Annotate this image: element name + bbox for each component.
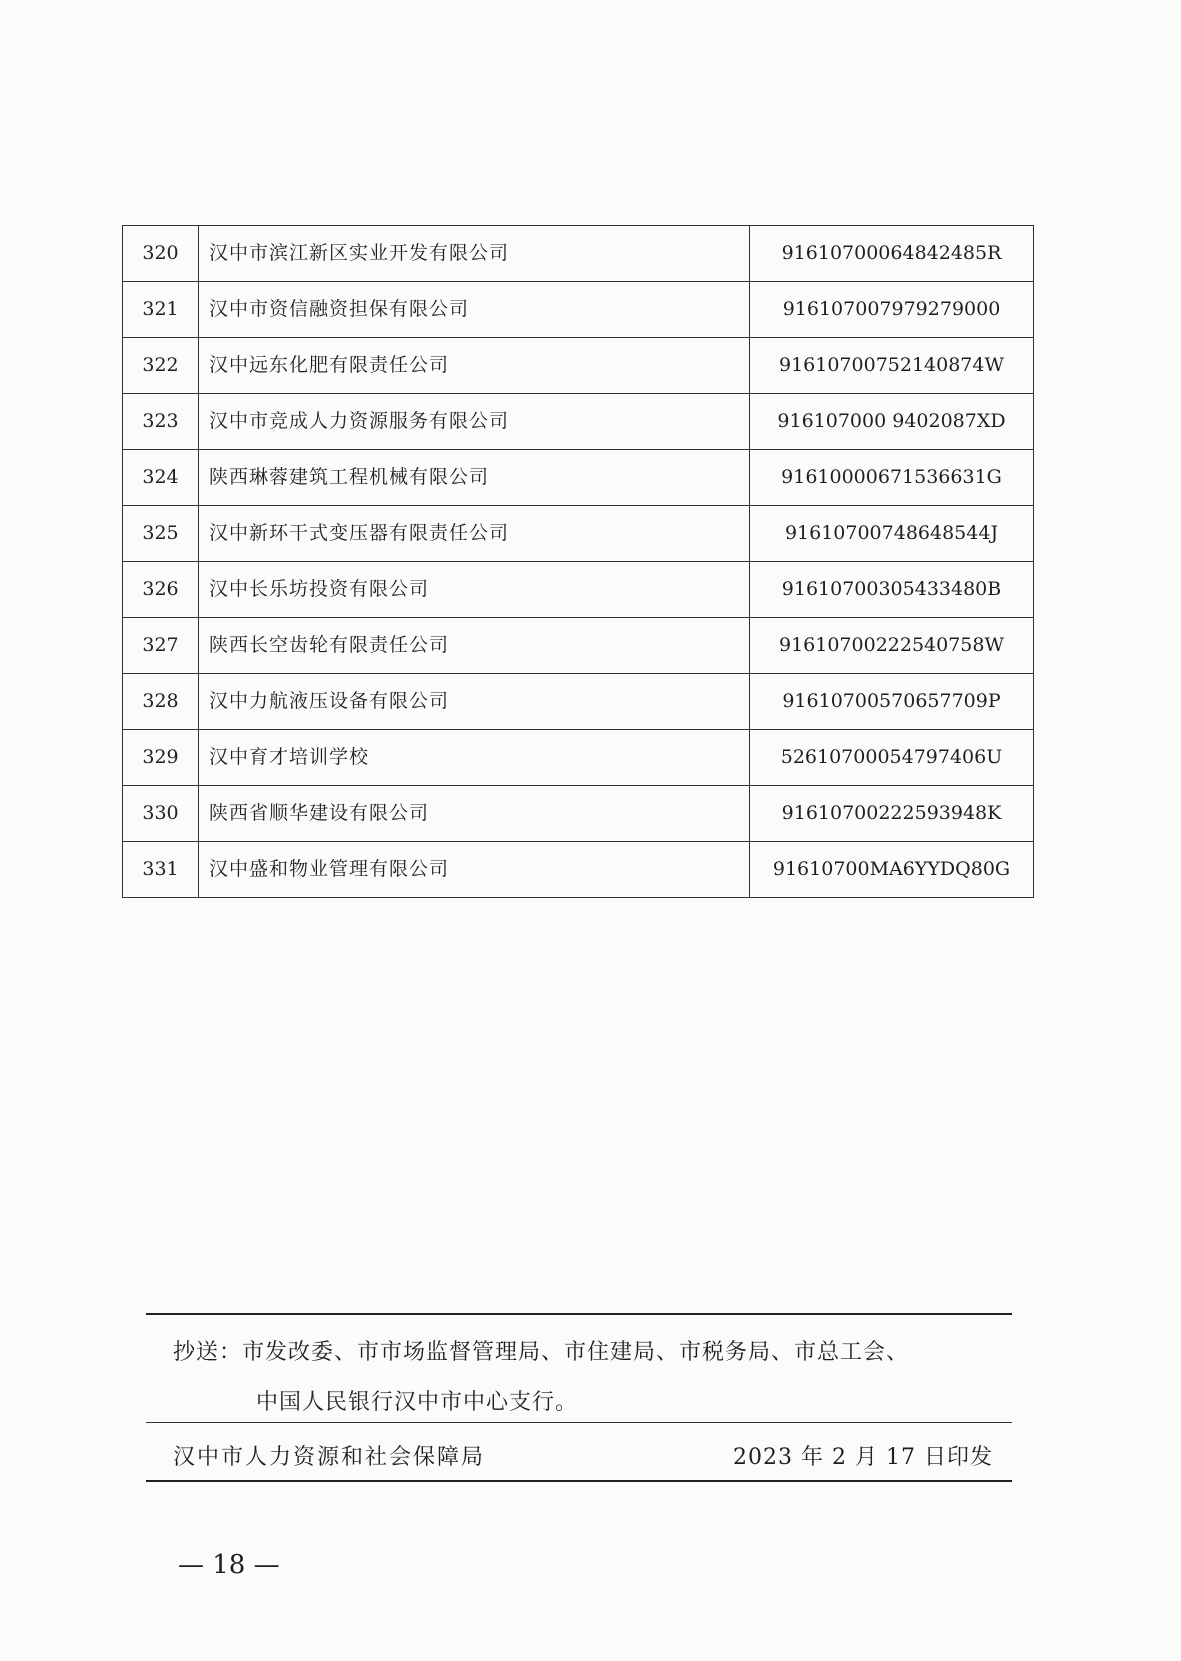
- credit-code: 916107000 9402087XD: [750, 394, 1034, 450]
- table-row: [123, 562, 1034, 618]
- row-number: 323: [123, 394, 199, 450]
- company-name: 陕西省顺华建设有限公司: [199, 786, 750, 842]
- company-name: 汉中市滨江新区实业开发有限公司: [199, 226, 750, 282]
- row-number: 331: [123, 842, 199, 898]
- company-name: 陕西琳蓉建筑工程机械有限公司: [199, 450, 750, 506]
- table-row: [123, 226, 1034, 282]
- row-number: 330: [123, 786, 199, 842]
- company-name: 汉中长乐坊投资有限公司: [199, 562, 750, 618]
- cc-recipients-line-1: 抄送：市发改委、市市场监督管理局、市住建局、市税务局、市总工会、: [173, 1340, 910, 1365]
- company-name: 汉中市资信融资担保有限公司: [199, 282, 750, 338]
- credit-code: 91610700064842485R: [750, 226, 1034, 282]
- credit-code: 91610700570657709P: [750, 674, 1034, 730]
- table-row: [123, 786, 1034, 842]
- row-number: 322: [123, 338, 199, 394]
- table-row: [123, 674, 1034, 730]
- credit-code: 91610700222540758W: [750, 618, 1034, 674]
- company-name: 陕西长空齿轮有限责任公司: [199, 618, 750, 674]
- credit-code: 91610700MA6YYDQ80G: [750, 842, 1034, 898]
- credit-code: 52610700054797406U: [750, 730, 1034, 786]
- page-number: — 18 —: [178, 1550, 280, 1580]
- company-name: 汉中远东化肥有限责任公司: [199, 338, 750, 394]
- cc-recipients-line-2: 中国人民银行汉中市中心支行。: [256, 1390, 579, 1415]
- credit-code: 91610700748648544J: [750, 506, 1034, 562]
- row-number: 324: [123, 450, 199, 506]
- credit-code: 91610700222593948K: [750, 786, 1034, 842]
- row-number: 328: [123, 674, 199, 730]
- row-number: 320: [123, 226, 199, 282]
- table-row: [123, 394, 1034, 450]
- row-number: 326: [123, 562, 199, 618]
- company-name: 汉中力航液压设备有限公司: [199, 674, 750, 730]
- credit-code: 91610700305433480B: [750, 562, 1034, 618]
- credit-code: 91610000671536631G: [750, 450, 1034, 506]
- issuing-authority: 汉中市人力资源和社会保障局: [173, 1445, 486, 1470]
- company-name: 汉中市竞成人力资源服务有限公司: [199, 394, 750, 450]
- row-number: 329: [123, 730, 199, 786]
- company-name: 汉中新环干式变压器有限责任公司: [199, 506, 750, 562]
- table-row: [123, 618, 1034, 674]
- row-number: 327: [123, 618, 199, 674]
- table-row: [123, 338, 1034, 394]
- table-row: [123, 842, 1034, 898]
- row-number: 321: [123, 282, 199, 338]
- footer-middle-rule: [146, 1422, 1012, 1423]
- table-row: [123, 506, 1034, 562]
- footer-bottom-rule: [146, 1480, 1012, 1482]
- table-row: [123, 450, 1034, 506]
- table-row: [123, 730, 1034, 786]
- row-number: 325: [123, 506, 199, 562]
- credit-code: 916107007979279000: [750, 282, 1034, 338]
- table-row: [123, 282, 1034, 338]
- company-list-table: [122, 225, 1034, 898]
- footer-top-rule: [146, 1313, 1012, 1315]
- company-name: 汉中育才培训学校: [199, 730, 750, 786]
- credit-code: 91610700752140874W: [750, 338, 1034, 394]
- company-name: 汉中盛和物业管理有限公司: [199, 842, 750, 898]
- issue-date: 2023 年 2 月 17 日印发: [733, 1445, 993, 1470]
